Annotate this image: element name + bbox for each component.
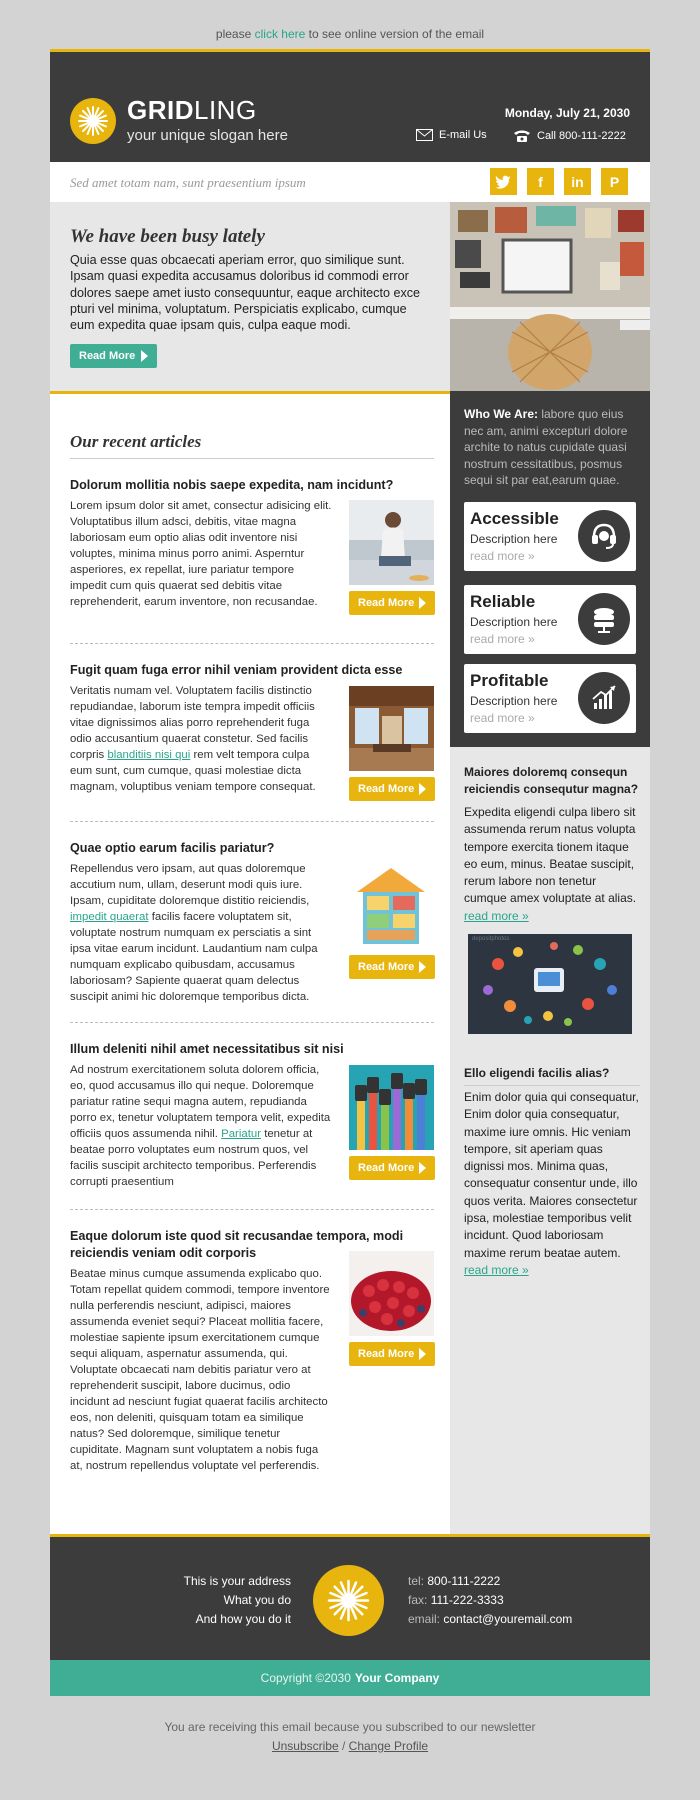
- copyright-bar: [50, 1660, 650, 1696]
- link-separator: /: [341, 1739, 346, 1753]
- phone-icon: [513, 129, 531, 143]
- email-label: email:: [408, 1612, 441, 1626]
- unsubscribe-link[interactable]: Unsubscribe: [271, 1739, 339, 1753]
- linkedin-icon[interactable]: [564, 168, 591, 195]
- growth-chart-icon: [578, 672, 630, 724]
- article-read-more-button[interactable]: [349, 591, 435, 615]
- hero-text: Quia esse quas obcaecati aperiam error, quo similique sunt. Ipsam quasi expedita accusamus doloribus id commodi error dolores saepe amet iusto consequuntur, eaque architecto exce pturi vel minima, voluptatum. Perspiciatis explicabo, cumque eum expedita quae ipsam quis, culpa eaque modi.: [70, 253, 421, 333]
- footer-contact: [408, 1572, 572, 1629]
- who-we-are-label: Who We Are:: [464, 407, 538, 421]
- facebook-glyph: f: [538, 173, 543, 190]
- read-more-label: Read More: [358, 1162, 415, 1174]
- change-profile-link[interactable]: Change Profile: [348, 1739, 429, 1753]
- recent-articles-heading: Our recent articles: [70, 432, 202, 451]
- pinterest-icon[interactable]: [601, 168, 628, 195]
- article-text-part: Repellendus vero ipsam, aut quas doloremque accutium num, ullam, deserunt modi quis iure. Ipsam, cupiditate doloremque distitio reiciendis,: [70, 863, 310, 907]
- arrow-right-icon: [141, 350, 148, 362]
- sidebar-post-title[interactable]: Ello eligendi facilis alias?: [464, 1066, 610, 1080]
- footer-email[interactable]: contact@youremail.com: [443, 1612, 573, 1626]
- copyright-text: Copyright ©2030: [260, 1671, 351, 1685]
- sidebar-post-title[interactable]: Maiores doloremq consequn reiciendis consequtur magna?: [464, 765, 639, 796]
- who-we-are: [464, 406, 640, 489]
- linkedin-glyph: in: [571, 173, 584, 190]
- article-text: Lorem ipsum dolor sit amet, consectur adisicing elit. Voluptatibus illum adsci, debitis, vitae magna laboriosam eum optio alias odit inventore nisi voluptes, minima minus porro animi. Asperntur asperiores, ex repellat, iure pariatur tempore impedit cum quis quaerat sed debitis vitae reprehenderit, earum inventore, non recusandae.: [70, 500, 332, 608]
- preheader-suffix: to see online version of the email: [308, 27, 485, 41]
- feature-read-more[interactable]: read more »: [470, 711, 535, 725]
- article-text-part: Ad nostrum exercitationem soluta dolorem officia, eo, quod accusamus illo qui neque. Doloremque pariatur ratine sequi magna autem, repudianda porro ex, tenetur voluptatem tempora velit, expedita officiis quos assumenda nihil.: [70, 1064, 331, 1140]
- sidebar-post-body: Enim dolor quia qui consequatur, Enim dolor quia consequatur, maxime iure omnis. Hic veniam tempore, sit aperiam quas dignissi mos. Minima quas, consequatur consentur unde, illo quos verita. Maiores consectetur ipsa, molestiae temporibus velit incidunt. Quod laboriosam maxime rerum beatae autem.: [464, 1090, 639, 1260]
- article-read-more-button[interactable]: [349, 955, 435, 979]
- article-title[interactable]: Fugit quam fuga error nihil veniam provident dicta esse: [70, 663, 403, 677]
- arrow-right-icon: [419, 961, 426, 973]
- arrow-right-icon: [419, 597, 426, 609]
- article-text-part: Veritatis numam vel. Voluptatem facilis distinctio repudiandae, laborum iste tempra impedit officiis vitae dignissimos alias porro reprehenderit fuga odio accusantium quaerat constetur. Sed facilis corpris: [70, 685, 315, 761]
- read-more-label: Read More: [358, 783, 415, 795]
- preheader: [0, 27, 700, 41]
- issue-date: Monday, July 21, 2030: [504, 106, 630, 120]
- sidebar-post-body: Expedita eligendi culpa libero sit assumenda rerum natus volupta tempore exercita tionem itaque eo eum, minus. Beatae suscipit, rerum labore non tenetur cumque amex voluptate at alias.: [464, 805, 637, 906]
- feature-title: Profitable: [470, 671, 549, 690]
- heading-divider: [70, 458, 434, 459]
- arrow-right-icon: [419, 1162, 426, 1174]
- feature-card-accessible[interactable]: [464, 502, 636, 571]
- inline-link[interactable]: Pariatur: [221, 1128, 262, 1140]
- sidebar-read-more-link[interactable]: read more »: [464, 1262, 529, 1277]
- article-text-part: rem velt tempora culpa eum sunt, cum cumque, quasi molestiae dicta magnam, voluptibus veniam tempore consequat.: [70, 749, 316, 793]
- feature-read-more[interactable]: read more »: [470, 632, 535, 646]
- hands-with-phones-illustration: [349, 1065, 434, 1150]
- company-name: Your Company: [354, 1671, 440, 1685]
- address-line: This is your address: [183, 1574, 291, 1588]
- twitter-icon[interactable]: [490, 168, 517, 195]
- call-link[interactable]: [513, 129, 626, 143]
- article-text-part: facilis facere voluptatem sit, voluptate nostrum numquam ex persciatis a sint ipsa vitae earum incidunt. Laudantium nam culpa numquam explicabo quibusdam, accusamus laboriosam? Sapiente quaerat quam delectus suscipit animi hic doloremque temporibus dicta.: [70, 911, 318, 1003]
- article-title[interactable]: Eaque dolorum iste quod sit recusandae tempora, modi reiciendis veniam odit corporis: [70, 1229, 404, 1260]
- woman-on-sofa-photo: [349, 500, 434, 585]
- article-read-more-button[interactable]: [349, 1342, 435, 1366]
- server-icon: [578, 593, 630, 645]
- logo-light: LING: [194, 95, 257, 125]
- tel-label: tel:: [408, 1574, 425, 1588]
- article-text: [70, 683, 332, 795]
- workspace-photo: [450, 202, 650, 391]
- read-more-label: Read More: [358, 961, 415, 973]
- sidebar-divider: [464, 1085, 640, 1086]
- photo-watermark: depositphotos: [472, 936, 510, 942]
- footer-fax: 111-222-3333: [430, 1593, 504, 1607]
- article-text-part: tenetur at beatae porro voluptates eum nostrum quos, vel facilis suscipit architecto temporibus. Perferendis corrupti praesentium: [70, 1128, 317, 1188]
- article-title[interactable]: Dolorum mollitia nobis saepe expedita, nam incidunt?: [70, 478, 394, 492]
- email-us-label: E-mail Us: [439, 129, 487, 141]
- who-we-are-text: labore quo eius nec am, animi excepturi dolore archite to natus cupidate quasi nostrum cessitatibus, posmus sequi sit par eat,earum quae.: [464, 407, 628, 487]
- article-divider: [70, 643, 434, 644]
- inline-link[interactable]: blanditiis nisi qui: [107, 749, 191, 761]
- logo-bold: GRID: [127, 95, 194, 125]
- feature-title: Accessible: [470, 509, 559, 528]
- address-line: What you do: [223, 1593, 291, 1607]
- article-divider: [70, 1209, 434, 1210]
- read-more-label: Read More: [358, 1348, 415, 1360]
- article-read-more-button[interactable]: [349, 1156, 435, 1180]
- sidebar-read-more-link[interactable]: read more »: [464, 908, 529, 923]
- article-divider: [70, 1022, 434, 1023]
- app-icons-illustration: [468, 934, 632, 1034]
- email-us-link[interactable]: [416, 129, 487, 141]
- feature-card-profitable[interactable]: [464, 664, 636, 733]
- feature-description: Description here: [470, 532, 558, 546]
- tagline: Sed amet totam nam, sunt praesentium ipsum: [70, 175, 306, 190]
- hero-read-more-label: Read More: [79, 350, 136, 362]
- address-line: And how you do it: [195, 1612, 291, 1626]
- footer-address: [150, 1572, 291, 1629]
- article-divider: [70, 821, 434, 822]
- feature-description: Description here: [470, 694, 558, 708]
- headset-icon: [578, 510, 630, 562]
- brand-slogan: your unique slogan here: [127, 127, 288, 144]
- article-title[interactable]: Illum deleniti nihil amet necessitatibus sit nisi: [70, 1042, 344, 1056]
- article-text: [70, 1062, 332, 1190]
- living-room-photo: [349, 686, 434, 771]
- subscription-text: You are receiving this email because you subscribed to our newsletter: [164, 1720, 536, 1734]
- feature-title: Reliable: [470, 592, 536, 611]
- article-text: Beatae minus cumque assumenda explicabo quo. Totam repellat quidem commodi, tempore inventore nulla perferendis nesciunt, adipisci, maiores assumenda eveniet sequi? Placeat mollitia facere, molestiae sapiente ipsum exercitationem cumque sequi aliquam, aspernatur assumenda, qui. Voluptate obcaecati nam debitis pariatur vero at reprehenderit suscipit, labore ducimus, odio incidunt ad nesciunt fugiat quaerat facilis architecto eos, non deleniti, quisquam totam ea similique natus? Sed doloremque, similique tenetur cupiditate. Magnam sunt voluptatem a nobis fuga at, nostrum repellendus voluptate vel perferendis.: [70, 1268, 330, 1472]
- arrow-right-icon: [419, 1348, 426, 1360]
- article-text: [70, 861, 332, 1005]
- envelope-icon: [416, 129, 433, 141]
- feature-card-reliable[interactable]: [464, 585, 636, 654]
- berries-photo: [349, 1251, 434, 1336]
- article-read-more-button[interactable]: [349, 777, 435, 801]
- fax-label: fax:: [408, 1593, 428, 1607]
- sidebar-post-text: [464, 1089, 640, 1279]
- preheader-prefix: please: [215, 27, 252, 41]
- footer-phone[interactable]: 800-111-2222: [427, 1574, 501, 1588]
- call-label: Call 800-111-2222: [537, 130, 626, 142]
- inline-link[interactable]: impedit quaerat: [70, 911, 149, 923]
- online-version-link[interactable]: click here: [254, 27, 306, 41]
- pinterest-glyph: P: [609, 173, 620, 190]
- sun-logo-icon: [70, 98, 116, 144]
- footer-sun-logo-icon: [313, 1565, 384, 1636]
- hero-read-more-button[interactable]: [70, 344, 157, 368]
- feature-read-more[interactable]: read more »: [470, 549, 535, 563]
- subscription-notice: [0, 1718, 700, 1756]
- brand-logo[interactable]: [127, 95, 257, 126]
- arrow-right-icon: [419, 783, 426, 795]
- hero-title: We have been busy lately: [70, 226, 265, 247]
- house-illustration: [349, 864, 434, 949]
- sidebar-post-text: [464, 804, 640, 925]
- facebook-icon[interactable]: [527, 168, 554, 195]
- article-title[interactable]: Quae optio earum facilis pariatur?: [70, 841, 275, 855]
- feature-description: Description here: [470, 615, 558, 629]
- read-more-label: Read More: [358, 597, 415, 609]
